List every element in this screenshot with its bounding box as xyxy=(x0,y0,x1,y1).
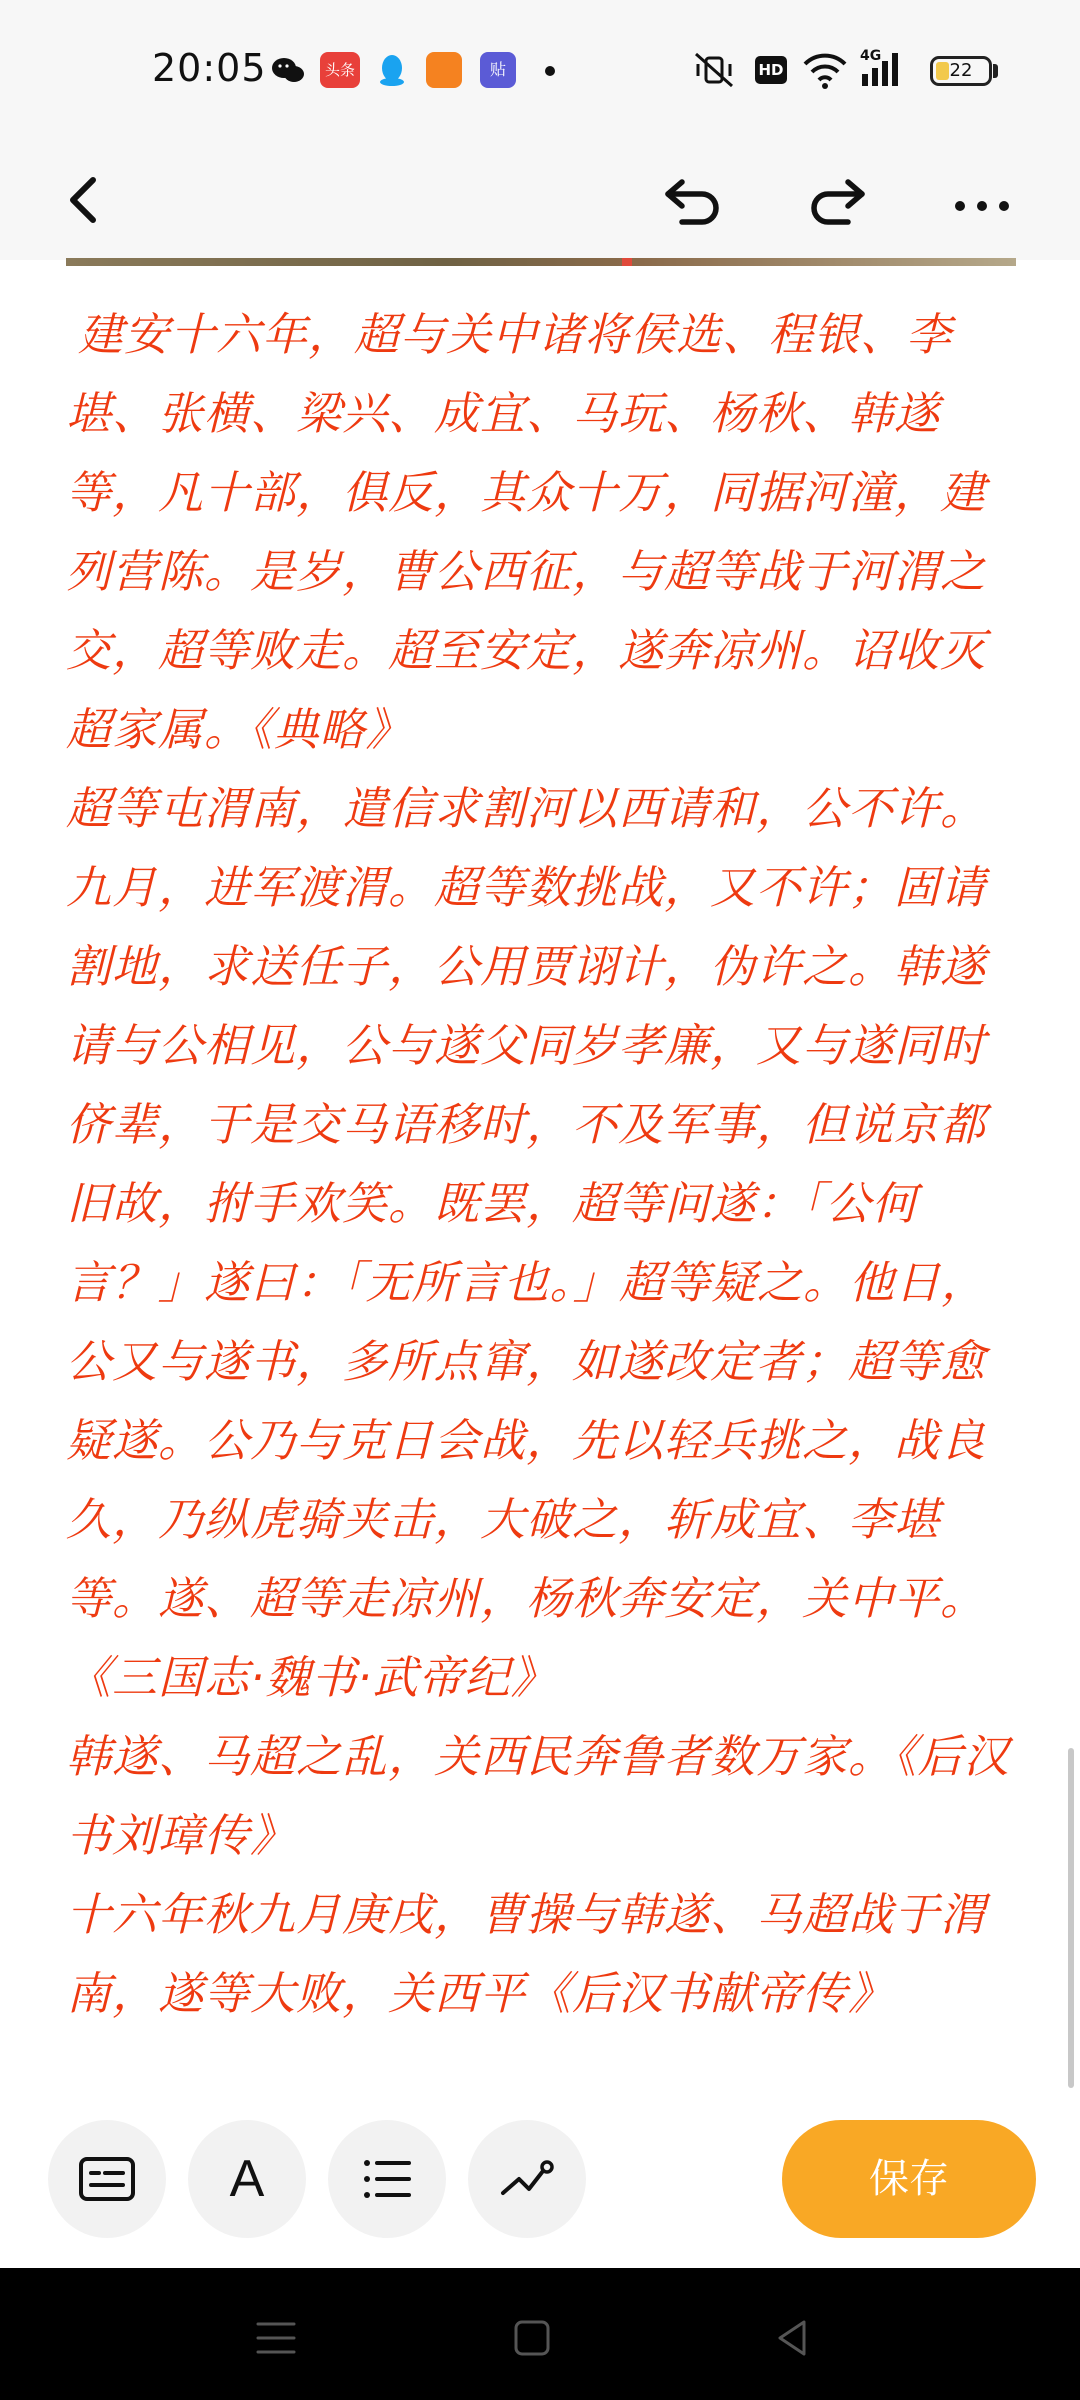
note-paragraph[interactable]: 超等屯渭南，遣信求割河以西请和，公不许。九月，进军渡渭。超等数挑战，又不许；固请割地，求送任子，公用贾诩计，伪许之。韩遂请与公相见，公与遂父同岁孝廉，又与遂同时侪辈，于是交马语移时，不及军事，但说京都旧故，拊手欢笑。既罢，超等问遂：「公何言？」遂曰：「无所言也。」超等疑之。他日，公又与遂书，多所点窜，如遂改定者；超等愈疑遂。公乃与克日会战，先以轻兵挑之，战良久，乃纵虎骑夹击，大破之，斩成宜、李堪等。遂、超等走凉州，杨秋奔安定，关中平。《三国志·魏书·武帝纪》 xyxy=(66,782,988,1704)
status-bar xyxy=(0,0,1080,140)
handwriting-button[interactable] xyxy=(468,2120,586,2238)
network-type-label: 4G xyxy=(860,48,882,64)
note-paragraph[interactable]: 十六年秋九月庚戌，曹操与韩遂、马超战于渭南，遂等大败，关西平《后汉书献帝传》 xyxy=(66,1888,987,2020)
battery-tip xyxy=(993,64,998,78)
system-nav-bar xyxy=(0,2268,1080,2400)
image-edge-mark xyxy=(622,258,632,266)
text-style-button[interactable] xyxy=(48,2120,166,2238)
hd-icon: HD xyxy=(755,56,787,84)
font-icon: A xyxy=(229,2150,265,2208)
qq-icon xyxy=(374,52,410,88)
font-button[interactable] xyxy=(188,2120,306,2238)
home-icon[interactable] xyxy=(502,2308,562,2368)
note-paragraph[interactable]: 韩遂、马超之乱，关西民奔鲁者数万家。《后汉书刘璋传》 xyxy=(66,1730,1010,1862)
tieba-icon: 贴 xyxy=(480,52,516,88)
image-edge xyxy=(66,258,1016,266)
toutiao-icon: 头条 xyxy=(320,52,360,88)
text-style-icon xyxy=(77,2149,137,2209)
list-icon xyxy=(357,2149,417,2209)
battery-icon xyxy=(930,56,992,86)
wechat-icon xyxy=(270,52,306,88)
back-icon[interactable] xyxy=(762,2308,822,2368)
undo-icon[interactable] xyxy=(652,160,732,240)
note-paragraph[interactable]: 建安十六年，超与关中诸将侯选、程银、李堪、张横、梁兴、成宜、马玩、杨秋、韩遂等，凡十部，俱反，其众十万，同据河潼，建列营陈。是岁，曹公西征，与超等战于河渭之交，超等败走。超至安定，遂奔凉州。诏收灭超家属。《典略》 xyxy=(66,308,987,756)
redo-icon[interactable] xyxy=(798,160,878,240)
handwriting-icon xyxy=(497,2149,557,2209)
notification-dot xyxy=(545,66,555,76)
mute-vibrate-icon xyxy=(692,50,736,94)
battery-level: 22 xyxy=(949,60,973,81)
list-button[interactable] xyxy=(328,2120,446,2238)
app-icon xyxy=(426,52,462,88)
back-arrow-icon[interactable] xyxy=(45,160,125,240)
scrollbar[interactable] xyxy=(1068,1748,1074,2088)
bottom-toolbar xyxy=(0,2090,1080,2270)
note-content[interactable] xyxy=(66,295,1021,2033)
save-button[interactable]: 保存 xyxy=(782,2120,1036,2238)
wifi-icon xyxy=(802,50,848,94)
editor-toolbar xyxy=(0,140,1080,260)
more-icon[interactable] xyxy=(942,160,1022,240)
menu-icon[interactable] xyxy=(246,2308,306,2368)
status-time: 20:05 xyxy=(152,46,267,90)
